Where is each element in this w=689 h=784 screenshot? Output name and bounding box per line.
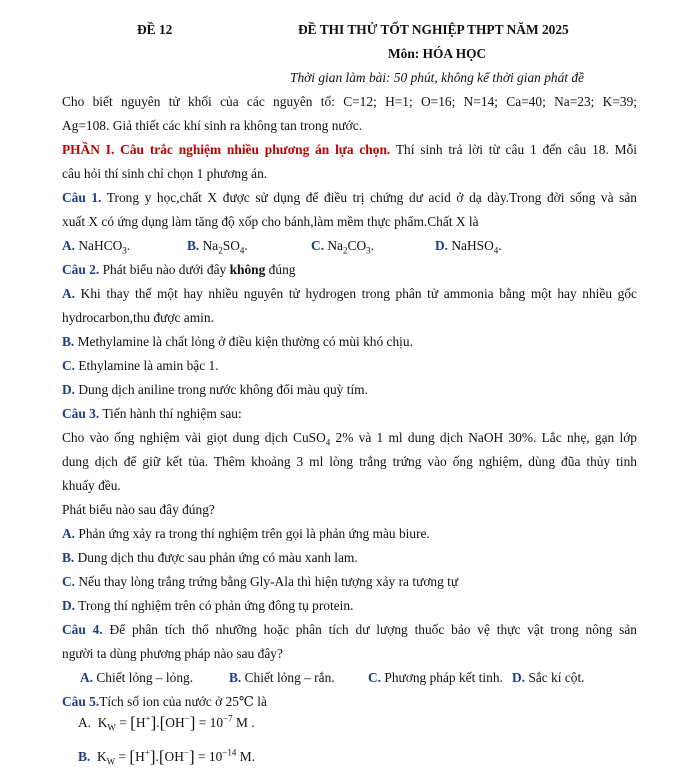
q4-stem-2: người ta dùng phương pháp nào sau đây? [62, 646, 283, 661]
q4-number: Câu 4. [62, 622, 103, 637]
q3-option-a: A. Phản ứng xảy ra trong thí nghiệm trên gọi là phản ứng màu biure. [62, 526, 430, 541]
part1-text-1: Thí sinh trả lời từ câu 1 đến câu 18. Mỗi [390, 142, 637, 157]
q3-stem: Câu 3. Tiến hành thí nghiệm sau: [62, 406, 242, 421]
q1-number: Câu 1. [62, 190, 102, 205]
q2-number: Câu 2. [62, 262, 100, 277]
q5-stem: Câu 5.Tích số ion của nước ở 25℃ là [62, 694, 267, 709]
q3-option-c: C. Nếu thay lòng trắng trứng bằng Gly-Ala thì hiện tượng xảy ra tương tự [62, 574, 459, 589]
q3-option-b: B. Dung dịch thu được sau phản ứng có màu xanh lam. [62, 550, 358, 565]
intro-line-1: Cho biết nguyên tử khối của các nguyên tố: C=12; H=1; O=16; N=14; Ca=40; Na=23; K=39; [62, 94, 637, 109]
q3-procedure-1: Cho vào ống nghiệm vài giọt dung dịch CuSO$_4$ 2% và 1 ml dung dịch NaOH 30%. Lắc nhẹ, gạn lớp [62, 430, 637, 448]
q5-option-b: B. $K_W = [H^+].[OH^-] = 10^{-14}$ M. [78, 747, 255, 767]
q1-option-d: D. NaHSO$_4$. [435, 238, 502, 256]
q2-option-a-cont: hydrocarbon,thu được amin. [62, 310, 214, 325]
part1-text-2: câu hỏi thí sinh chỉ chọn 1 phương án. [62, 166, 268, 181]
q4-stem-1: Câu 4. Để phân tích thổ nhưỡng hoặc phân tích dư lượng thuốc bảo vệ thực vật trong nông sản [62, 622, 637, 637]
q3-option-d: D. Trong thí nghiệm trên có phản ứng đông tụ protein. [62, 598, 354, 613]
q1-option-b: B. $Na_2SO_4$. [187, 238, 248, 256]
q4-option-c: C. Phương pháp kết tinh. [368, 670, 503, 685]
q2-option-b: B. Methylamine là chất lỏng ở điều kiện thường có mùi khó chịu. [62, 334, 413, 349]
q2-emphasis: không [229, 262, 266, 277]
q3-number: Câu 3. [62, 406, 100, 421]
q4-option-b: B. Chiết lỏng – rắn. [229, 670, 335, 685]
q3-procedure-3: khuấy đều. [62, 478, 121, 493]
q2-stem: Câu 2. Phát biểu nào dưới đây không đúng [62, 262, 296, 277]
q4-option-a: A. Chiết lỏng – lỏng. [80, 670, 194, 685]
q1-option-c: C. $Na_2CO_3$. [311, 238, 374, 256]
q2-option-c: C. Ethylamine là amin bậc 1. [62, 358, 219, 373]
time-note: Thời gian làm bài: 50 phút, không kể thời gian phát đề [290, 70, 584, 85]
q1-text-1: Trong y học,chất X được sử dụng để điều trị chứng dư acid ở dạ dày.Trong đời sống và sản [101, 190, 637, 205]
q4-option-d: D. Sắc kí cột. [512, 670, 585, 685]
part1-label: PHẦN I. Câu trắc nghiệm nhiều phương án lựa chọn. [62, 142, 391, 157]
q1-stem-1 [62, 190, 637, 206]
part1-heading [62, 142, 637, 158]
q1-stem-2: xuất X có ứng dụng làm tăng độ xốp cho bánh,làm mềm thực phẩm.Chất X là [62, 214, 479, 229]
q2-option-d: D. Dung dịch aniline trong nước không đổi màu quỳ tím. [62, 382, 368, 397]
intro-line-2: Ag=108. Giả thiết các khí sinh ra không tan trong nước. [62, 118, 363, 133]
q5-number: Câu 5. [62, 694, 100, 709]
q2-option-a: A. Khi thay thế một hay nhiều nguyên tử hydrogen trong phân tử ammonia bằng một hay nhiều gốc [62, 286, 637, 301]
q5-option-a: A. $K_W = [H^+].[OH^-] = 10^{-7}$ M . [78, 713, 255, 733]
q1-option-a: A. NaHCO$_3$. [62, 238, 131, 256]
q3-question: Phát biểu nào sau đây đúng? [62, 502, 215, 517]
q3-procedure-2: dung dịch để giữ kết tủa. Thêm khoảng 3 ml lòng trắng trứng vào ống nghiệm, dùng đũa thủy tinh [62, 454, 637, 469]
subject: Môn: HÓA HỌC [388, 46, 487, 61]
exam-code: ĐỀ 12 [137, 22, 173, 37]
exam-title: ĐỀ THI THỬ TỐT NGHIỆP THPT NĂM 2025 [298, 22, 569, 37]
